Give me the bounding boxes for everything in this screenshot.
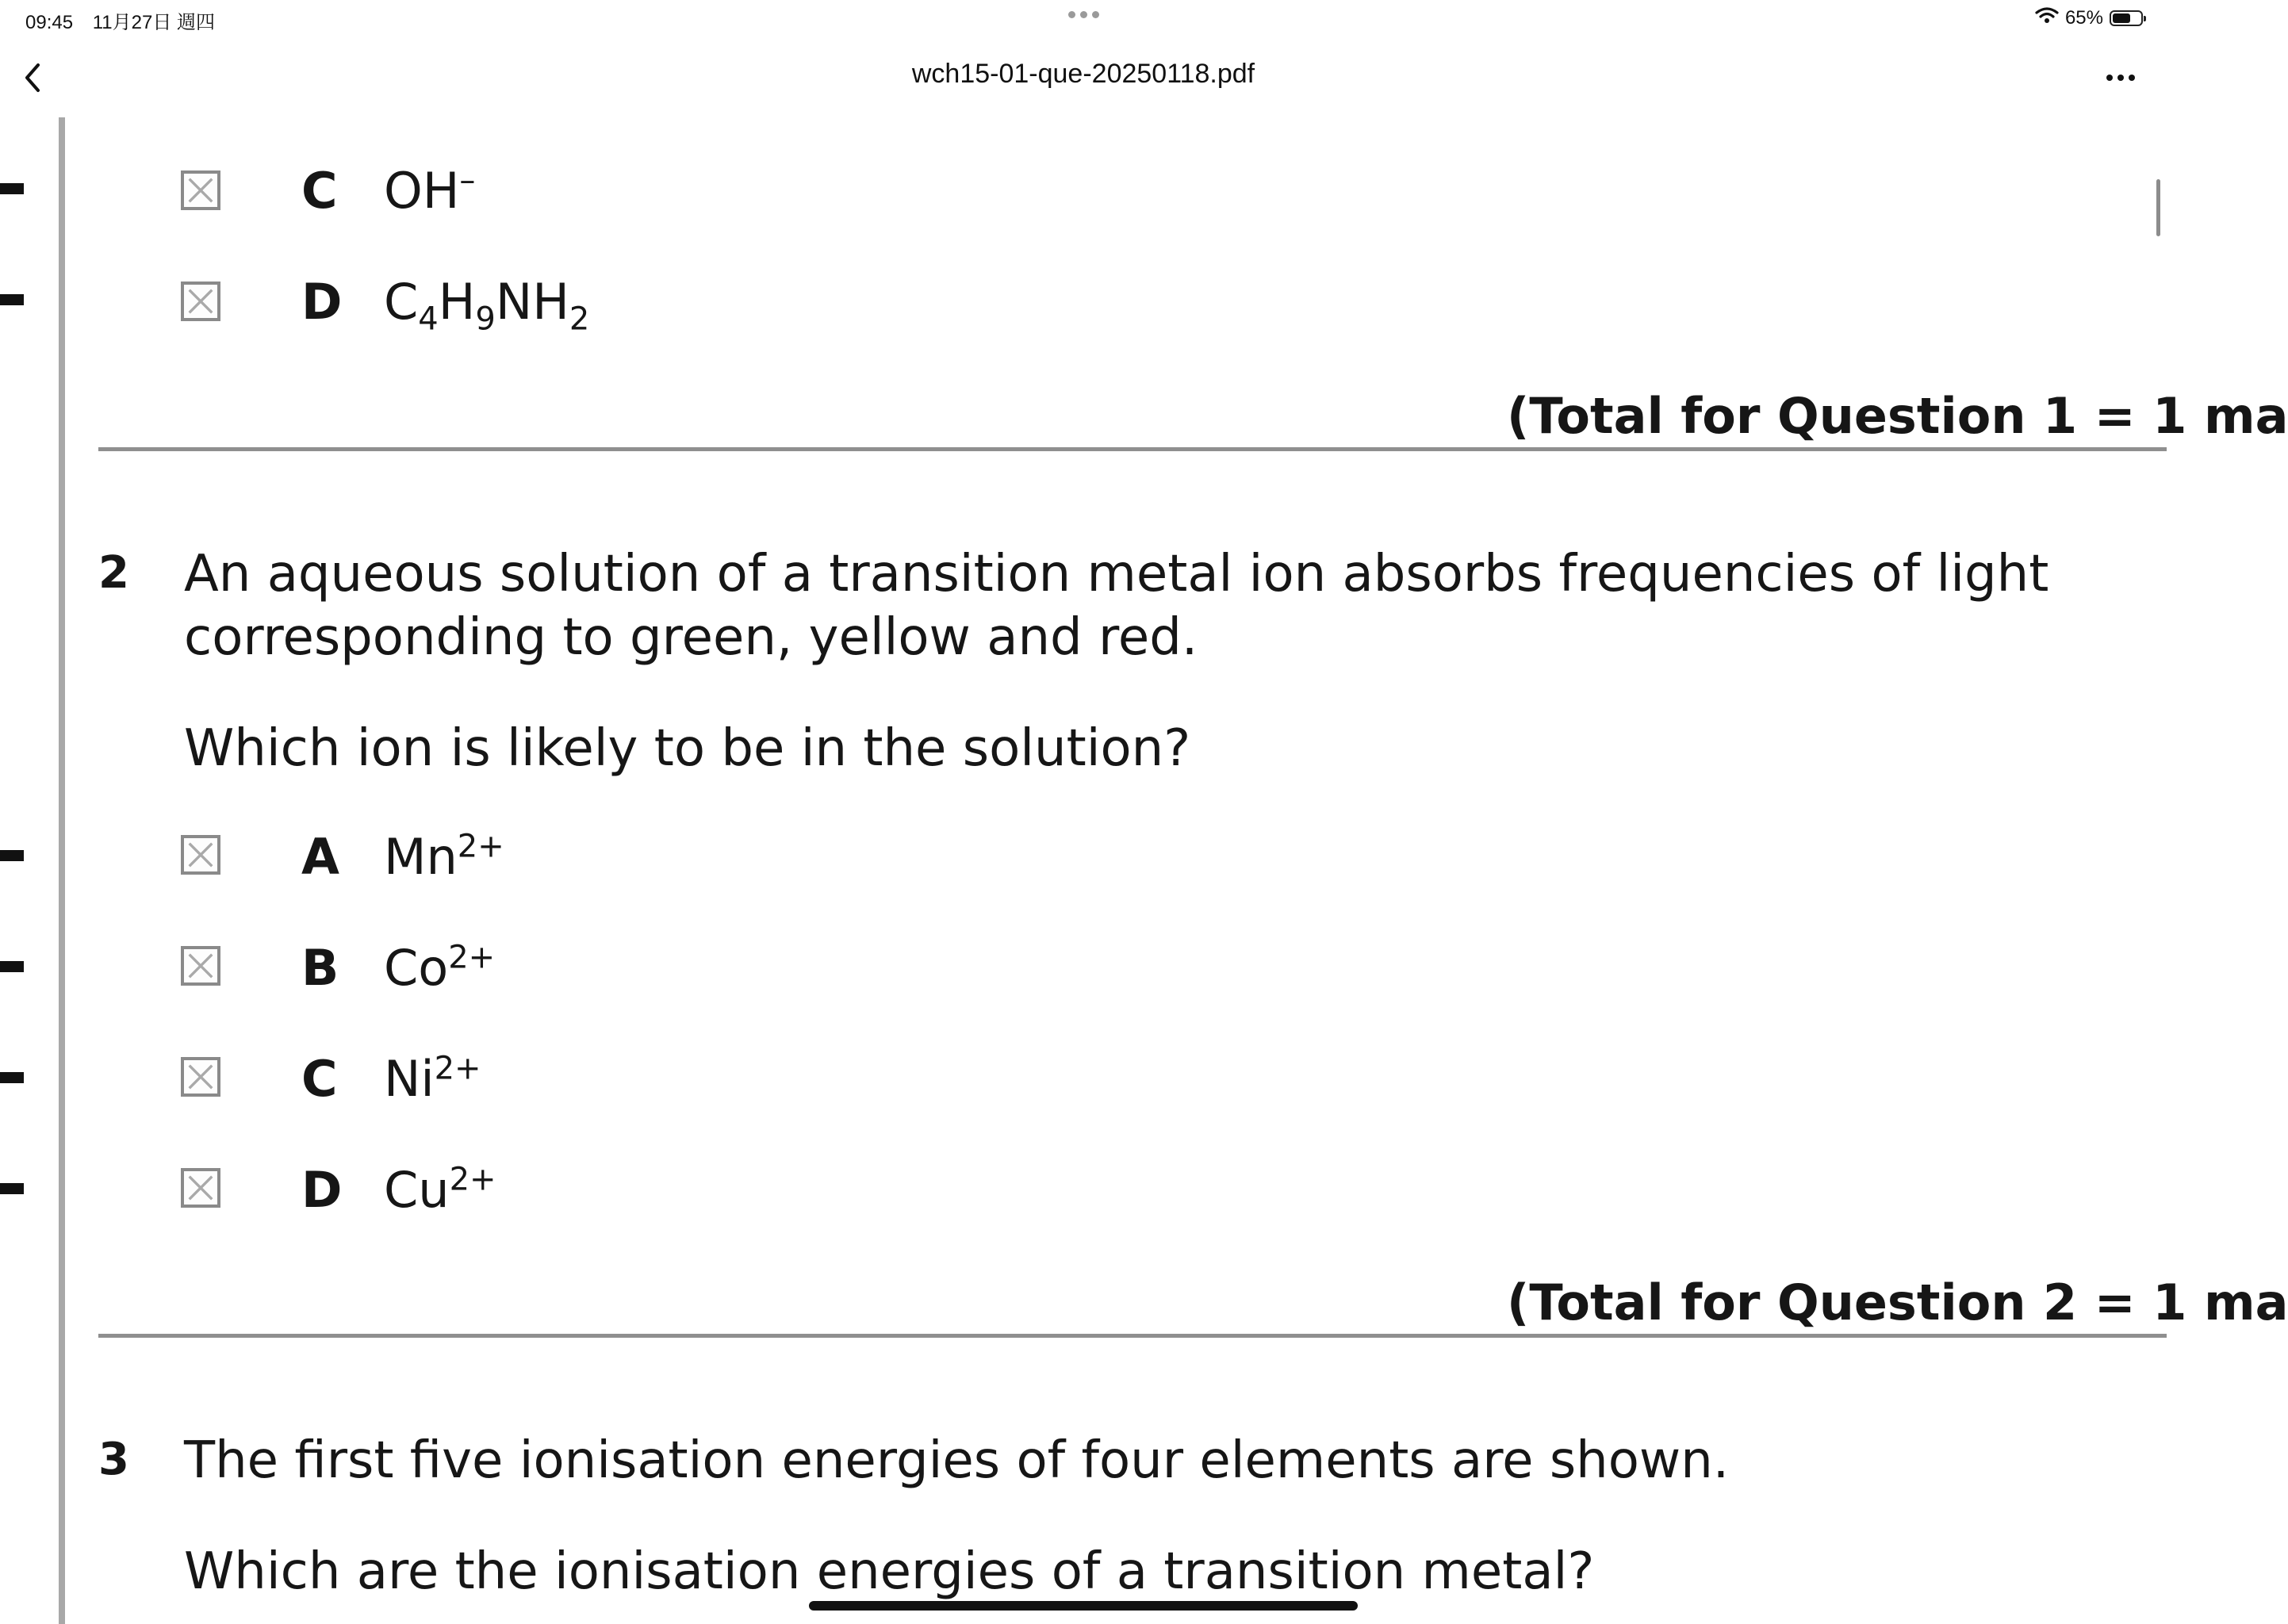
margin-mark (0, 294, 24, 305)
question-text-line-2: corresponding to green, yellow and red. (184, 608, 1198, 667)
option-formula: $Mn^{2+}$ (384, 828, 504, 886)
cross-box-icon (184, 174, 217, 207)
status-date: 11月27日 週四 (92, 12, 216, 33)
document-title: wch15-01-que-20250118.pdf (911, 59, 1255, 89)
option-letter: C (301, 162, 338, 220)
status-bar-left (25, 6, 229, 34)
option-formula: $Cu^{2+}$ (384, 1161, 496, 1219)
question-divider (98, 447, 2167, 451)
home-indicator[interactable] (809, 1601, 1358, 1611)
margin-mark (0, 1072, 24, 1083)
more-button[interactable] (2106, 75, 2135, 81)
margin-mark (0, 183, 24, 194)
question-prompt: Which are the ionisation energies of a transition metal? (184, 1542, 1595, 1601)
cross-box-icon (184, 949, 217, 982)
margin-mark (0, 1183, 24, 1194)
margin-mark (0, 850, 24, 861)
battery-percent: 65% (2064, 6, 2103, 29)
battery-icon (2110, 10, 2143, 26)
multitasking-dots-icon[interactable] (1066, 8, 1102, 22)
option-letter: D (301, 1161, 343, 1219)
more-icon (2106, 75, 2113, 81)
answer-checkbox[interactable] (181, 1168, 220, 1208)
option-letter: D (301, 273, 343, 331)
answer-checkbox[interactable] (181, 835, 220, 875)
margin-mark (0, 961, 24, 972)
wifi-icon (2035, 6, 2059, 29)
cross-box-icon (184, 285, 217, 318)
cross-box-icon (184, 1171, 217, 1205)
answer-checkbox[interactable] (181, 1057, 220, 1097)
option-formula: $C_4H_9NH_2$ (384, 273, 590, 338)
question-prompt: Which ion is likely to be in the solution? (184, 719, 1191, 778)
status-bar-right (2035, 6, 2143, 29)
option-letter: B (301, 939, 339, 997)
option-formula: $Co^{2+}$ (384, 939, 496, 997)
question-text: The first five ionisation energies of four elements are shown. (184, 1431, 1730, 1490)
cross-box-icon (184, 1060, 217, 1094)
answer-checkbox[interactable] (181, 946, 220, 986)
question-number: 3 (98, 1434, 129, 1485)
status-time: 09:45 (25, 12, 74, 33)
page-margin-rule (59, 117, 65, 1624)
option-formula: OH– (384, 162, 476, 220)
question-text-line-1: An aqueous solution of a transition metal ion absorbs frequencies of light (184, 545, 2049, 603)
cross-box-icon (184, 838, 217, 871)
question-number: 2 (98, 547, 129, 599)
question-1-total: (Total for Question 1 = 1 ma (1507, 387, 2288, 445)
question-2-total: (Total for Question 2 = 1 ma (1507, 1274, 2288, 1331)
answer-checkbox[interactable] (181, 170, 220, 210)
option-formula: $Ni^{2+}$ (384, 1050, 481, 1108)
scroll-indicator[interactable] (2156, 179, 2160, 236)
option-letter: C (301, 1050, 338, 1108)
answer-checkbox[interactable] (181, 282, 220, 321)
question-divider (98, 1334, 2167, 1338)
option-letter: A (301, 828, 339, 886)
